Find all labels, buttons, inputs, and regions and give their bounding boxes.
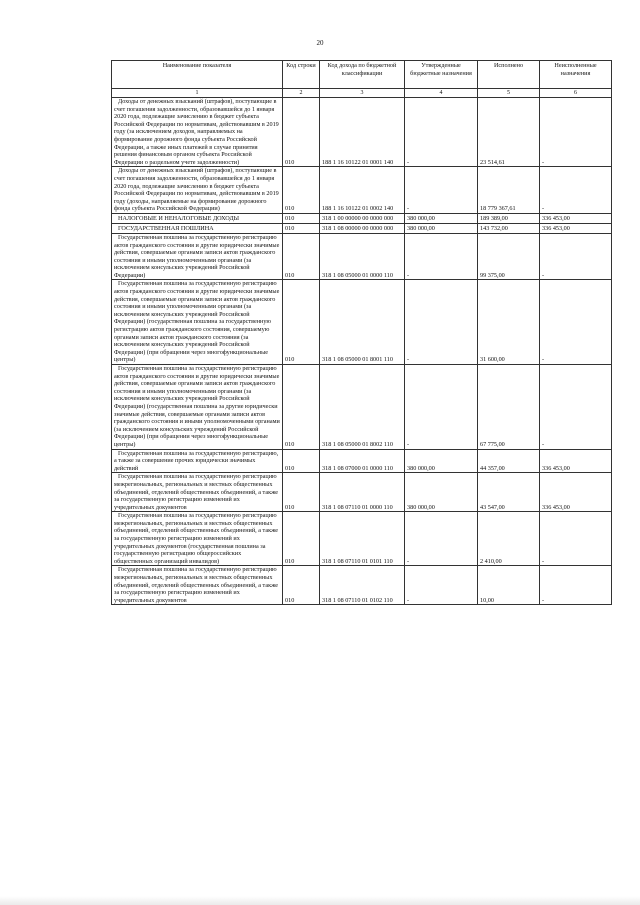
row-executed: 23 514,61 <box>478 98 540 167</box>
header-line-code: Код строки <box>283 61 320 89</box>
row-unexecuted: 336 453,00 <box>540 223 612 233</box>
row-unexecuted: - <box>540 233 612 280</box>
row-revenue-code: 318 1 08 05000 01 8002 110 <box>320 365 405 450</box>
row-executed: 10,00 <box>478 566 540 605</box>
row-name-text: Государственная пошлина за государственную регистрацию межрегиональных, региональных и местных общественных объединений, отделений общественных объединений, а также за государственную регистрацию изменений их учредительных документов <box>114 473 279 511</box>
row-approved: - <box>405 365 478 450</box>
table-header-row <box>112 61 612 89</box>
row-name <box>112 167 283 214</box>
row-approved: - <box>405 512 478 566</box>
row-approved: - <box>405 233 478 280</box>
row-line-code: 010 <box>283 280 320 365</box>
row-line-code: 010 <box>283 566 320 605</box>
row-name <box>112 473 283 512</box>
row-line-code: 010 <box>283 233 320 280</box>
table-row <box>112 167 612 214</box>
row-approved: 380 000,00 <box>405 473 478 512</box>
row-revenue-code: 318 1 00 00000 00 0000 000 <box>320 213 405 223</box>
column-number: 5 <box>478 89 540 98</box>
row-unexecuted: - <box>540 512 612 566</box>
row-name <box>112 213 283 223</box>
row-line-code: 010 <box>283 365 320 450</box>
row-unexecuted: 336 453,00 <box>540 213 612 223</box>
header-revenue-code: Код дохода по бюджетной классификации <box>320 61 405 89</box>
row-line-code: 010 <box>283 449 320 473</box>
header-name: Наименование показателя <box>112 61 283 89</box>
row-name-text: Доходы от денежных взысканий (штрафов), поступающие в счет погашения задолженности, образовавшейся до 1 января 2020 года, подлежащие зачислению в бюджет субъекта Российской Федерации по нормативам, действовавшим в 2019 году (доходы, направляемые на формирование дорожного фонда субъекта Российской Федерации) <box>114 167 279 213</box>
row-name-text: ГОСУДАРСТВЕННАЯ ПОШЛИНА <box>118 224 214 232</box>
table-row <box>112 280 612 365</box>
row-name-text: Государственная пошлина за государственную регистрацию межрегиональных, региональных и местных общественных объединений, отделений общественных объединений, а также за государственную регистрацию изменений их учредительных документов <box>114 566 279 604</box>
table-row <box>112 98 612 167</box>
row-executed: 44 357,00 <box>478 449 540 473</box>
row-name <box>112 449 283 473</box>
row-unexecuted: - <box>540 167 612 214</box>
table-body <box>112 98 612 605</box>
table-row <box>112 213 612 223</box>
row-unexecuted: - <box>540 98 612 167</box>
row-unexecuted: 336 453,00 <box>540 449 612 473</box>
row-name <box>112 512 283 566</box>
column-number: 3 <box>320 89 405 98</box>
row-executed: 189 389,00 <box>478 213 540 223</box>
row-revenue-code: 318 1 08 00000 00 0000 000 <box>320 223 405 233</box>
table-row <box>112 449 612 473</box>
row-revenue-code: 318 1 08 07000 01 0000 110 <box>320 449 405 473</box>
row-line-code: 010 <box>283 98 320 167</box>
column-number: 1 <box>112 89 283 98</box>
row-unexecuted: 336 453,00 <box>540 473 612 512</box>
row-revenue-code: 318 1 08 07110 01 0101 110 <box>320 512 405 566</box>
row-line-code: 010 <box>283 223 320 233</box>
row-executed: 67 775,00 <box>478 365 540 450</box>
row-approved: - <box>405 566 478 605</box>
row-approved: 380 000,00 <box>405 223 478 233</box>
row-revenue-code: 318 1 08 07110 01 0102 110 <box>320 566 405 605</box>
table-row <box>112 512 612 566</box>
row-name-text: Государственная пошлина за государственную регистрацию актов гражданского состояния и другие юридически значимые действия, совершаемые органами записи актов гражданского состояния и иными уполномоченными органами (за исключением консульских учреждений Российской Федерации) <box>114 233 280 279</box>
row-name <box>112 280 283 365</box>
row-approved: - <box>405 167 478 214</box>
row-approved: 380 000,00 <box>405 449 478 473</box>
row-line-code: 010 <box>283 473 320 512</box>
table-row <box>112 223 612 233</box>
row-executed: 2 410,00 <box>478 512 540 566</box>
row-executed: 31 600,00 <box>478 280 540 365</box>
row-name <box>112 233 283 280</box>
row-name <box>112 98 283 167</box>
row-revenue-code: 318 1 08 05000 01 0000 110 <box>320 233 405 280</box>
row-approved: - <box>405 280 478 365</box>
row-executed: 43 547,00 <box>478 473 540 512</box>
column-number: 6 <box>540 89 612 98</box>
row-name-text: Государственная пошлина за государственную регистрацию межрегиональных, региональных и местных общественных объединений, отделений общественных объединений, а также за государственную регистрацию изменений их учредительных документов (государственная пошлина за государственную регистрацию общероссийских общественных организаций инвалидов) <box>114 512 279 565</box>
row-executed: 143 732,00 <box>478 223 540 233</box>
row-name-text: Государственная пошлина за государственную регистрацию, а также за совершение прочих юридически значимых действий <box>114 449 279 472</box>
row-revenue-code: 188 1 16 10122 01 0002 140 <box>320 167 405 214</box>
row-revenue-code: 318 1 08 05000 01 8001 110 <box>320 280 405 365</box>
row-name-text: НАЛОГОВЫЕ И НЕНАЛОГОВЫЕ ДОХОДЫ <box>118 214 240 222</box>
header-unexecuted: Неисполненные назначения <box>540 61 612 89</box>
row-unexecuted: - <box>540 566 612 605</box>
row-approved: - <box>405 98 478 167</box>
table-row <box>112 566 612 605</box>
row-line-code: 010 <box>283 167 320 214</box>
column-number: 2 <box>283 89 320 98</box>
header-executed: Исполнено <box>478 61 540 89</box>
table-row <box>112 233 612 280</box>
table-row <box>112 365 612 450</box>
page-number: 20 <box>316 39 324 47</box>
row-unexecuted: - <box>540 365 612 450</box>
row-revenue-code: 318 1 08 07110 01 0000 110 <box>320 473 405 512</box>
column-number-row <box>112 89 612 98</box>
header-approved: Утвержденные бюджетные назначения <box>405 61 478 89</box>
row-revenue-code: 188 1 16 10122 01 0001 140 <box>320 98 405 167</box>
row-unexecuted: - <box>540 280 612 365</box>
row-approved: 380 000,00 <box>405 213 478 223</box>
row-name <box>112 223 283 233</box>
row-name <box>112 365 283 450</box>
row-name <box>112 566 283 605</box>
revenue-report-table <box>111 60 612 605</box>
column-number: 4 <box>405 89 478 98</box>
row-name-text: Доходы от денежных взысканий (штрафов), поступающие в счет погашения задолженности, образовавшейся до 1 января 2020 года, подлежащие зачислению в бюджет субъекта Российской Федерации по нормативам, действовавшим в 2019 году (за исключением доходов, направляемых на формирование дорожного фонда субъекта Российской Федерации, а также иных платежей в случае принятия решения финансовым органом субъекта Российской Федерации о раздельном учете задолженности) <box>114 98 279 166</box>
row-line-code: 010 <box>283 512 320 566</box>
row-name-text: Государственная пошлина за государственную регистрацию актов гражданского состояния и другие юридически значимые действия, совершаемые органами записи актов гражданского состояния и иными уполномоченными органами (за исключением консульских учреждений Российской Федерации) (государственная пошлина за другие юридически значимые действия, совершаемые органами записи актов гражданского состояния и иными уполномоченными органами (за исключением консульских учреждений Российской Федерации) (при обращении через многофункциональные центры) <box>114 365 280 448</box>
row-executed: 99 375,00 <box>478 233 540 280</box>
table-row <box>112 473 612 512</box>
row-executed: 18 779 367,61 <box>478 167 540 214</box>
row-name-text: Государственная пошлина за государственную регистрацию актов гражданского состояния и другие юридически значимые действия, совершаемые органами записи актов гражданского состояния и иными уполномоченными органами (за исключением консульских учреждений Российской Федерации) (государственная пошлина за государственную регистрацию актов гражданского состояния, совершаемую органами записи актов гражданского состояния (за исключением консульских учреждений Российской Федерации) (при обращении через многофункциональные центры) <box>114 280 280 364</box>
row-line-code: 010 <box>283 213 320 223</box>
scan-edge <box>0 896 640 905</box>
